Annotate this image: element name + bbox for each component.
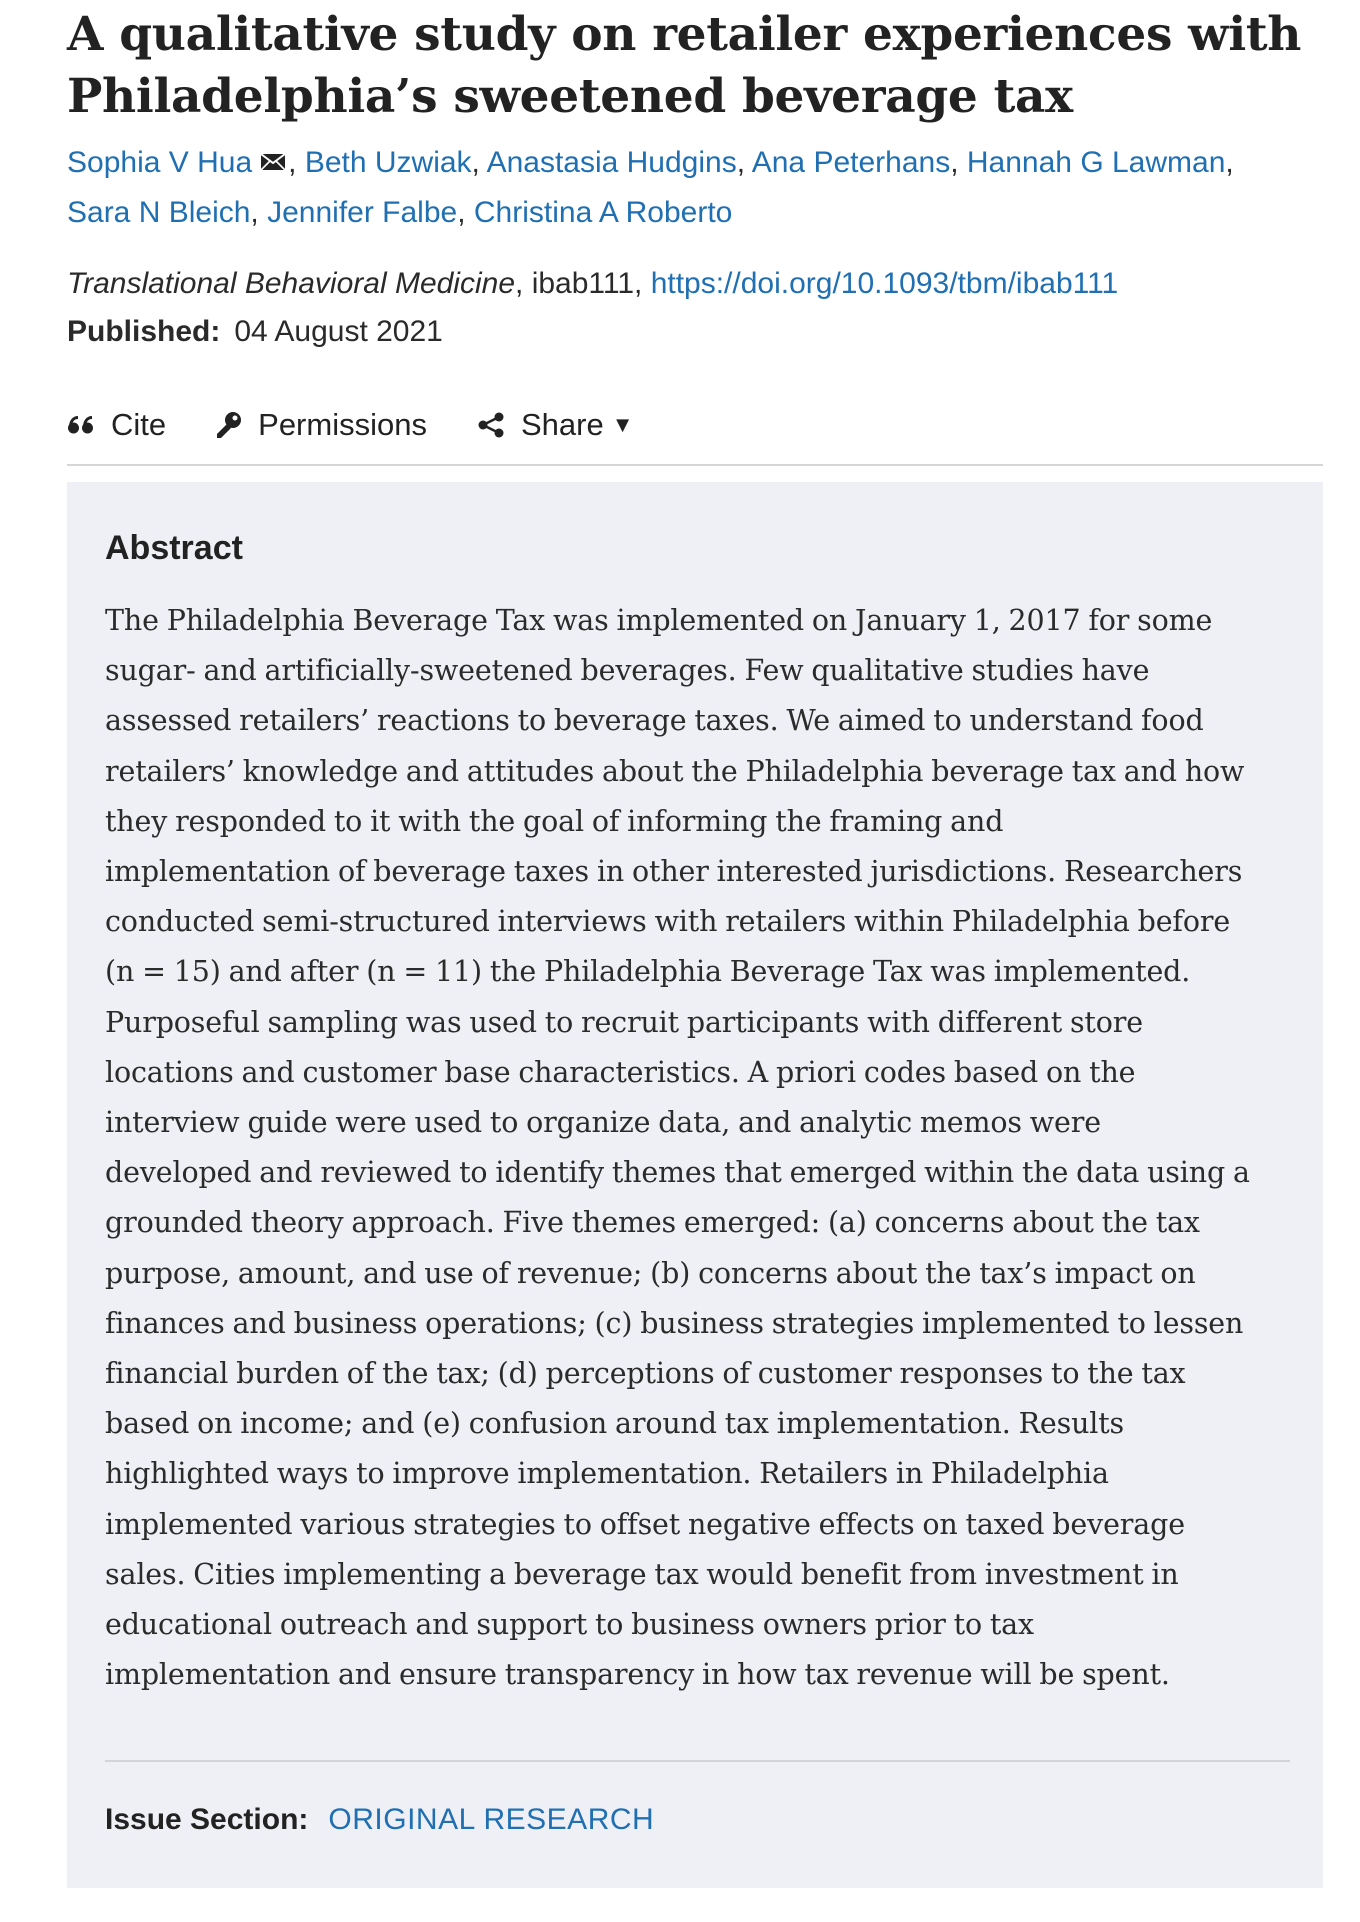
- author-link[interactable]: Ana Peterhans: [751, 146, 951, 179]
- share-label: Share: [520, 407, 604, 442]
- issue-section: [105, 1798, 654, 1842]
- published-date: 04 August 2021: [234, 315, 443, 348]
- envelope-icon[interactable]: [260, 137, 286, 187]
- article-id: ibab111: [531, 267, 635, 300]
- author-link[interactable]: Hannah G Lawman: [966, 146, 1226, 179]
- cite-label: Cite: [111, 407, 167, 442]
- article-page: [67, 0, 1323, 1836]
- publication-date-line: [67, 308, 1323, 356]
- section-divider: [105, 1760, 1290, 1762]
- issue-section-link[interactable]: ORIGINAL RESEARCH: [328, 1803, 655, 1836]
- key-icon: [216, 411, 242, 439]
- abstract-content: [105, 526, 1290, 1700]
- citation-line: Translational Behavioral Medicine, ibab111, https://doi.org/10.1093/tbm/ibab111: [67, 267, 1119, 300]
- abstract-heading: Abstract: [105, 529, 243, 567]
- author-link[interactable]: Beth Uzwiak: [304, 146, 472, 179]
- cite-button[interactable]: [67, 407, 166, 443]
- journal-name: Translational Behavioral Medicine: [67, 267, 516, 300]
- author-link[interactable]: Sophia V Hua: [67, 146, 253, 179]
- published-label: Published:: [67, 315, 221, 348]
- author-link[interactable]: Sara N Bleich: [67, 196, 251, 229]
- permissions-label: Permissions: [258, 407, 427, 442]
- quote-icon: [67, 414, 95, 436]
- author-link[interactable]: Christina A Roberto: [473, 196, 733, 229]
- article-toolbar: [67, 398, 1323, 466]
- abstract-text: The Philadelphia Beverage Tax was implemented on January 1, 2017 for some sugar- and artificially-sweetened beverages. Few qualitative studies have assessed retailers’ reactions to beverage taxes. We aimed to understand food retailers’ knowledge and attitudes about the Philadelphia beverage tax and how they responded to it with the goal of informing the framing and implementation of beverage taxes in other interested jurisdictions. Researchers conducted semi-structured interviews with retailers within Philadelphia before (n = 15) and after (n = 11) the Philadelphia Beverage Tax was implemented. Purposeful sampling was used to recruit participants with different store locations and customer base characteristics. A priori codes based on the interview guide were used to organize data, and analytic memos were developed and reviewed to identify themes that emerged within the data using a grounded theory approach. Five themes emerged: (a) concerns about the tax purpose, amount, and use of revenue; (b) concerns about the tax’s impact on finances and business operations; (c) business strategies implemented to lessen financial burden of the tax; (d) perceptions of customer responses to the tax based on income; and (e) confusion around tax implementation. Results highlighted ways to improve implementation. Retailers in Philadelphia implemented various strategies to offset negative effects on taxed beverage sales. Cities implementing a beverage tax would benefit from investment in educational outreach and support to business owners prior to tax implementation and ensure transparency in how tax revenue will be spent.: [105, 604, 1250, 1692]
- article-title: A qualitative study on retailer experiences with Philadelphia’s sweetened beverage tax: [67, 7, 1302, 124]
- abstract-section: [67, 482, 1323, 1888]
- author-link[interactable]: Anastasia Hudgins: [486, 146, 737, 179]
- chevron-down-icon: ▼: [611, 412, 634, 437]
- doi-link[interactable]: https://doi.org/10.1093/tbm/ibab111: [650, 267, 1119, 300]
- author-link[interactable]: Jennifer Falbe: [267, 196, 458, 229]
- permissions-button[interactable]: [216, 407, 427, 443]
- issue-section-label: Issue Section:: [105, 1803, 309, 1836]
- author-list: Sophia V Hua , Beth Uzwiak, Anastasia Hudgins, Ana Peterhans, Hannah G Lawman, Sara N Bleich, Jennifer Falbe, Christina A Roberto: [67, 138, 1323, 238]
- share-icon: [477, 412, 505, 438]
- share-button[interactable]: [477, 407, 634, 443]
